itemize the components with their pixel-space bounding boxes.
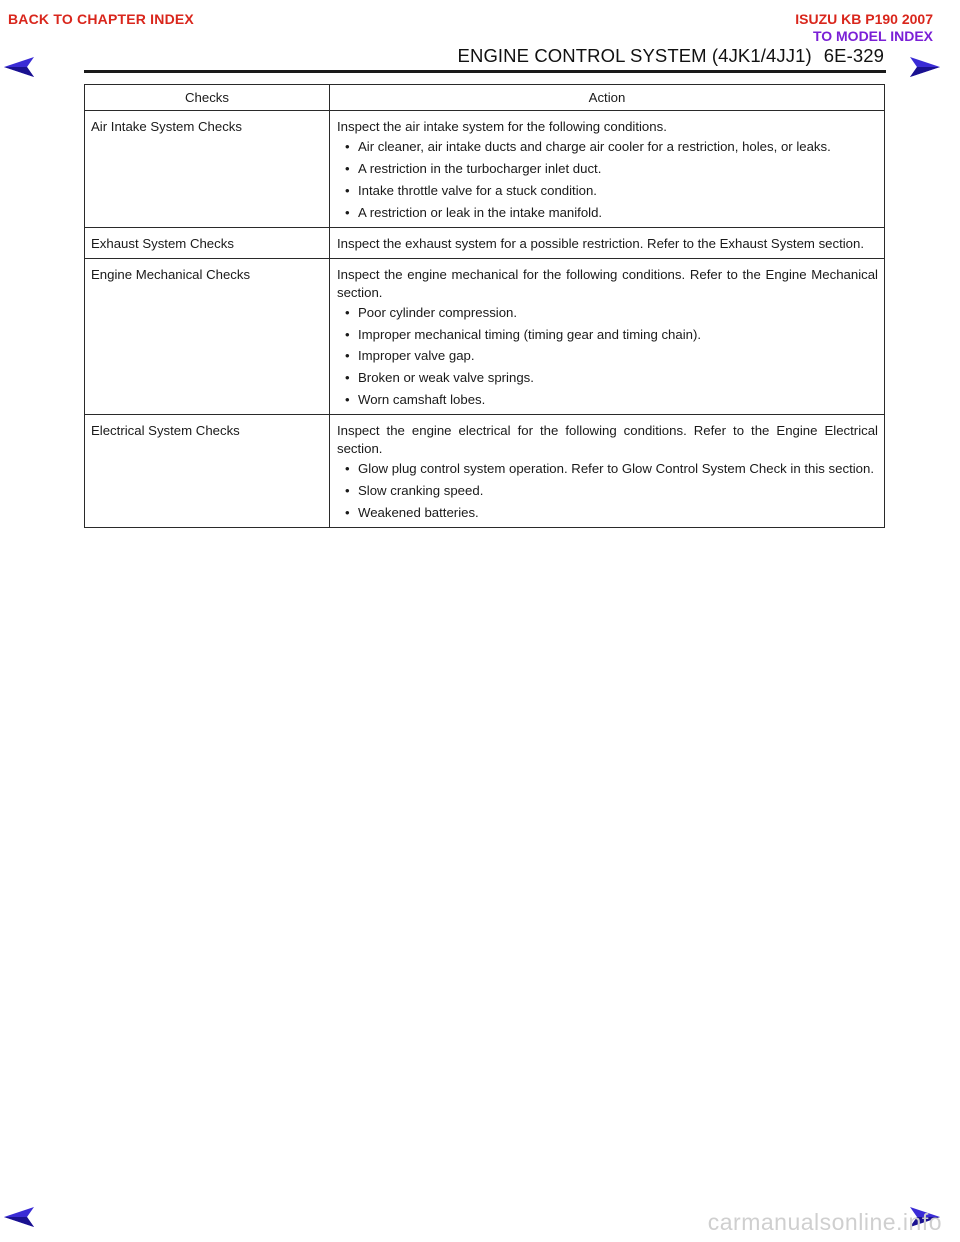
check-name: Engine Mechanical Checks	[85, 259, 330, 415]
action-intro: Inspect the engine electrical for the following conditions. Refer to the Engine Electrical section.	[337, 423, 878, 456]
check-name: Exhaust System Checks	[85, 227, 330, 258]
action-bullet: • Intake throttle valve for a stuck condition.	[337, 182, 878, 199]
back-to-chapter-index-link[interactable]: BACK TO CHAPTER INDEX	[8, 11, 194, 27]
page-number: 6E-329	[823, 45, 884, 66]
page-header	[458, 45, 884, 67]
table-row	[85, 415, 885, 527]
action-bullet: • Improper mechanical timing (timing gear and timing chain).	[337, 326, 878, 343]
check-action	[330, 227, 885, 258]
action-bullet: • A restriction in the turbocharger inlet duct.	[337, 160, 878, 177]
model-title: ISUZU KB P190 2007	[795, 11, 933, 27]
action-intro: Inspect the air intake system for the following conditions.	[337, 119, 667, 134]
check-name: Air Intake System Checks	[85, 111, 330, 228]
action-bullet: • Improper valve gap.	[337, 347, 878, 364]
table-header-row	[85, 85, 885, 111]
action-bullet: • Broken or weak valve springs.	[337, 369, 878, 386]
check-action	[330, 111, 885, 228]
column-header-checks: Checks	[85, 85, 330, 111]
action-bullet-list	[337, 138, 878, 221]
prev-page-button-top[interactable]	[2, 56, 36, 78]
left-arrow-icon	[2, 1206, 36, 1228]
prev-page-button-bottom[interactable]	[2, 1206, 36, 1228]
table-row	[85, 259, 885, 415]
action-bullet: • Glow plug control system operation. Refer to Glow Control System Check in this section.	[337, 460, 878, 477]
right-arrow-icon	[908, 56, 942, 78]
action-bullet: • Weakened batteries.	[337, 504, 878, 521]
action-bullet: • Worn camshaft lobes.	[337, 391, 878, 408]
section-title: ENGINE CONTROL SYSTEM (4JK1/4JJ1)	[457, 45, 812, 66]
to-model-index-link[interactable]: TO MODEL INDEX	[812, 28, 933, 44]
check-name: Electrical System Checks	[85, 415, 330, 527]
action-bullet: • Slow cranking speed.	[337, 482, 878, 499]
action-bullet: • Poor cylinder compression.	[337, 304, 878, 321]
check-action	[330, 259, 885, 415]
left-arrow-icon	[2, 56, 36, 78]
checks-table	[84, 84, 885, 528]
watermark: carmanualsonline.info	[707, 1209, 942, 1235]
header-rule	[84, 70, 886, 73]
model-links	[795, 11, 933, 45]
next-page-button-top[interactable]	[908, 56, 942, 78]
action-intro: Inspect the exhaust system for a possible restriction. Refer to the Exhaust System section.	[337, 235, 865, 251]
column-header-action: Action	[330, 85, 885, 111]
table-row	[85, 111, 885, 228]
action-intro: Inspect the engine mechanical for the following conditions. Refer to the Engine Mechanical section.	[337, 267, 878, 300]
action-bullet: • Air cleaner, air intake ducts and charge air cooler for a restriction, holes, or leaks.	[337, 138, 878, 155]
table-row	[85, 227, 885, 258]
action-bullet-list	[337, 460, 878, 521]
action-bullet: • A restriction or leak in the intake manifold.	[337, 204, 878, 221]
action-bullet-list	[337, 304, 878, 408]
check-action	[330, 415, 885, 527]
